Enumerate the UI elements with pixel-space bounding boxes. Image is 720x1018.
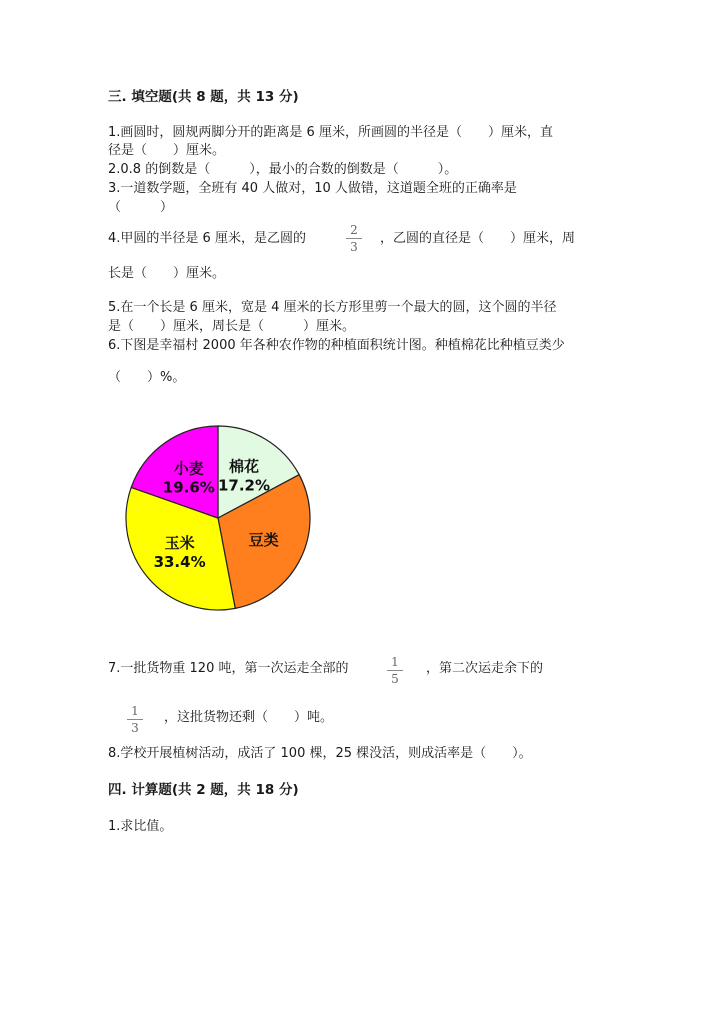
fraction-denominator: 3 [350, 240, 358, 254]
fraction-bar [346, 238, 362, 239]
question-7-part-3: ，这批货物还剩（ ）吨。 [164, 710, 334, 725]
question-6-line-1: 6.下图是幸福村 2000 年各种农作物的种植面积统计图。种植棉花比种植豆类少 [108, 338, 565, 353]
fraction-denominator: 3 [131, 721, 139, 735]
pie-slice-value-2: 33.4% [153, 553, 206, 571]
question-7-fraction-1 [387, 655, 403, 686]
fraction-bar [127, 719, 143, 720]
pie-slice-label-2: 玉米 [164, 534, 195, 552]
question-8: 8.学校开展植树活动，成活了 100 棵，25 棵没活，则成活率是（ ）。 [108, 746, 532, 761]
question-3-line-2: （ ） [108, 200, 174, 215]
fraction-numerator: 2 [350, 223, 358, 237]
question-3-line-1: 3.一道数学题，全班有 40 人做对，10 人做错，这道题全班的正确率是 [108, 181, 517, 196]
question-2: 2.0.8 的倒数是（ ），最小的合数的倒数是（ ）。 [108, 162, 458, 177]
question-1-line-1: 1.画圆时，圆规两脚分开的距离是 6 厘米，所画圆的半径是（ ）厘米，直 [108, 125, 553, 140]
section-4-title: 四. 计算题(共 2 题，共 18 分) [108, 782, 299, 798]
question-4-line-2: 长是（ ）厘米。 [108, 266, 226, 281]
question-4-part-2: ，乙圆的直径是（ ）厘米，周 [380, 231, 576, 246]
question-7-fraction-2 [127, 704, 143, 735]
question-4-part-1: 4.甲圆的半径是 6 厘米，是乙圆的 [108, 231, 306, 246]
question-5-line-1: 5.在一个长是 6 厘米，宽是 4 厘米的长方形里剪一个最大的圆，这个圆的半径 [108, 300, 557, 315]
fraction-bar [387, 670, 403, 671]
question-1-line-2: 径是（ ）厘米。 [108, 143, 226, 158]
question-5-line-2: 是（ ）厘米，周长是（ ）厘米。 [108, 319, 356, 334]
crop-area-pie-chart [118, 418, 318, 618]
pie-slice-label-0: 棉花 [228, 457, 260, 476]
question-7-part-1: 7.一批货物重 120 吨，第一次运走全部的 [108, 661, 349, 676]
pie-slice-value-0: 17.2% [217, 476, 271, 495]
section-3-title: 三. 填空题(共 8 题，共 13 分) [108, 89, 299, 105]
fraction-denominator: 5 [391, 672, 399, 686]
pie-slice-label-3: 小麦 [173, 459, 204, 478]
fraction-numerator: 1 [131, 704, 139, 718]
question-6-line-2: （ ）%。 [108, 370, 186, 385]
pie-slice-label-1: 豆类 [248, 530, 279, 549]
question-4-fraction [346, 223, 362, 254]
question-7-part-2: ，第二次运走余下的 [426, 661, 544, 676]
pie-slice-value-3: 19.6% [162, 478, 215, 497]
fraction-numerator: 1 [391, 655, 399, 669]
section-4-question-1: 1.求比值。 [108, 819, 173, 834]
